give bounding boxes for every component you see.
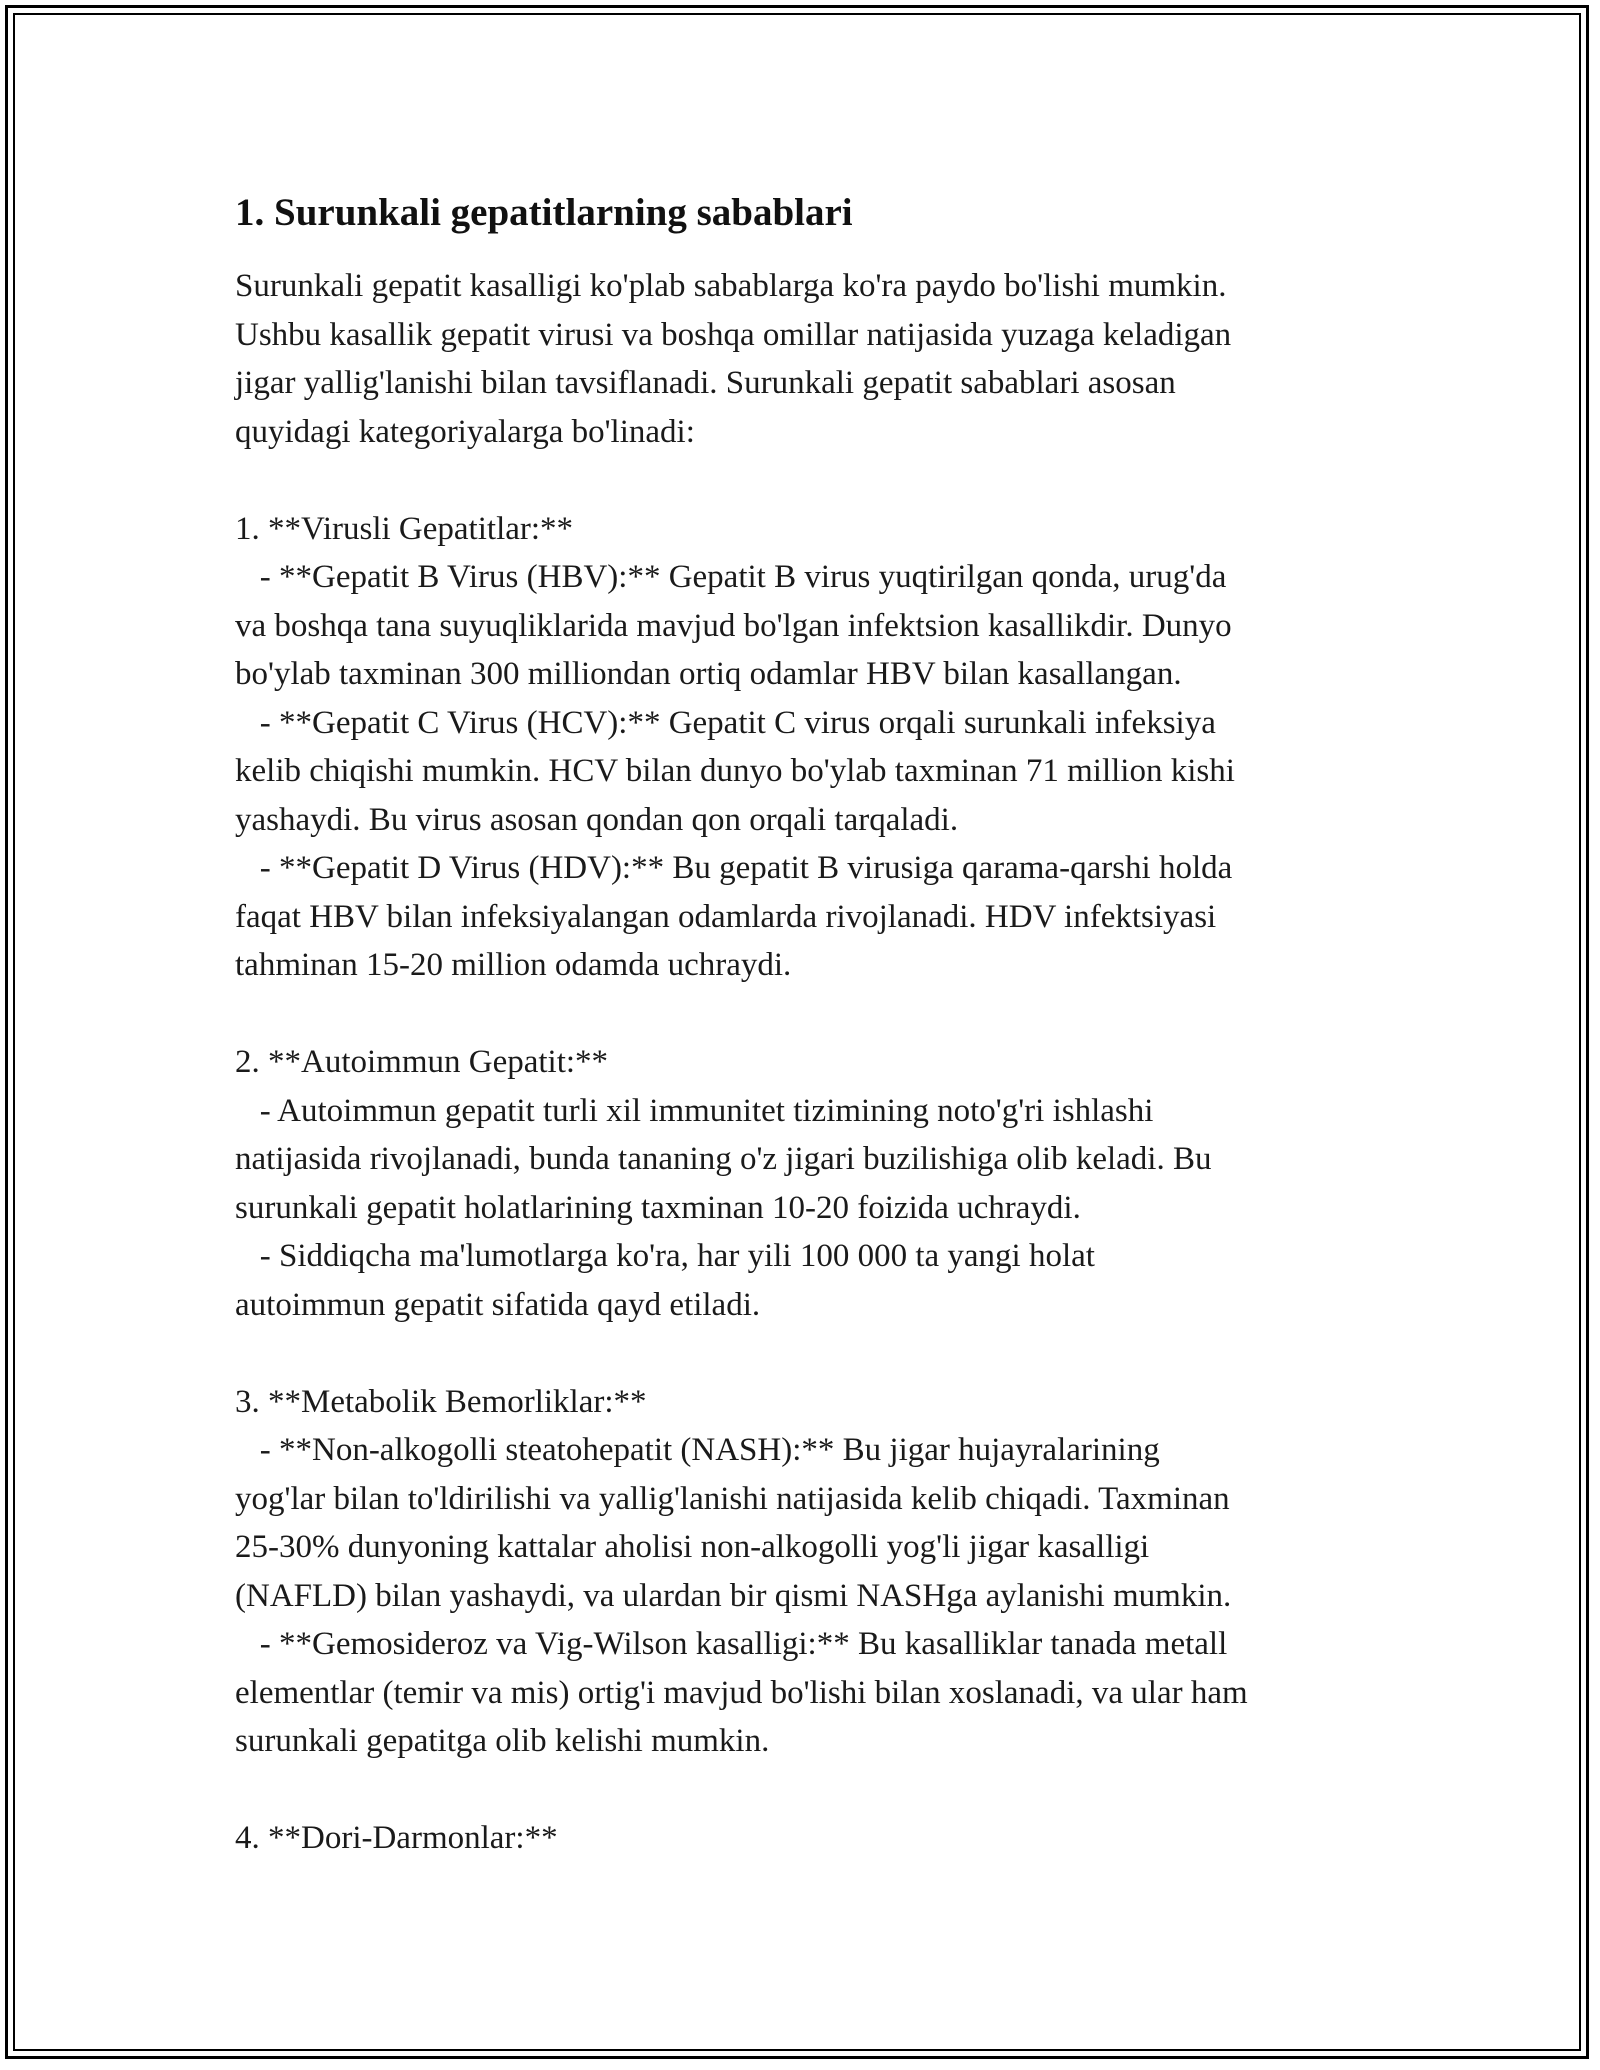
text-line: bo'ylab taxminan 300 milliondan ortiq odamlar HBV bilan kasallangan. [235,656,1182,692]
text-line: Ushbu kasallik gepatit virusi va boshqa omillar natijasida yuzaga keladigan [235,316,1232,353]
text-line: 2. **Autoimmun Gepatit:** [235,1044,609,1080]
text-line: - **Gepatit D Virus (HDV):** Bu gepatit B virusiga qarama-qarshi holda [235,850,1233,886]
text-line: - Autoimmun gepatit turli xil immunitet tizimining noto'g'ri ishlashi [235,1092,1154,1129]
text-line: jigar yallig'lanishi bilan tavsiflanadi. Surunkali gepatit sabablari asosan [235,365,1176,401]
text-line: elementlar (temir va mis) ortig'i mavjud bo'lishi bilan xoslanadi, va ular ham [235,1674,1248,1711]
text-line: kelib chiqishi mumkin. HCV bilan dunyo bo'ylab taxminan 71 million kishi [235,753,1235,789]
text-line: tahminan 15-20 million odamda uchraydi. [235,947,792,983]
text-line: Surunkali gepatit kasalligi ko'plab sabablarga ko'ra paydo bo'lishi mumkin. [235,268,1227,304]
text-line: surunkali gepatit holatlarining taxminan 10-20 foizida uchraydi. [235,1189,1081,1226]
text-line: 3. **Metabolik Bemorliklar:** [235,1383,647,1420]
text-line: natijasida rivojlanadi, bunda tananing o'z jigari buzilishiga olib keladi. Bu [235,1141,1212,1177]
text-line: 25-30% dunyoning kattalar aholisi non-alkogolli yog'li jigar kasalligi [235,1529,1150,1565]
blank-line [235,456,1375,505]
blank-line [235,1329,1375,1378]
text-line: autoimmun gepatit sifatida qayd etiladi. [235,1286,761,1323]
text-line: 4. **Dori-Darmonlar:** [235,1820,558,1856]
paragraph-block [235,262,1375,1863]
text-line: - **Gemosideroz va Vig-Wilson kasalligi:** Bu kasalliklar tanada metall [235,1626,1228,1662]
text-line: faqat HBV bilan infeksiyalangan odamlarda rivojlanadi. HDV infektsiyasi [235,898,1217,935]
text-line: 1. **Virusli Gepatitlar:** [235,510,574,547]
blank-line [235,1766,1375,1815]
text-line: - **Gepatit B Virus (HBV):** Gepatit B virus yuqtirilgan qonda, urug'da [235,559,1227,595]
text-line: (NAFLD) bilan yashaydi, va ulardan bir qismi NASHga aylanishi mumkin. [235,1577,1232,1614]
blank-line [235,990,1375,1039]
text-line: va boshqa tana suyuqliklarida mavjud bo'lgan infektsion kasallikdir. Dunyo [235,607,1232,644]
text-line: yog'lar bilan to'ldirilishi va yallig'lanishi natijasida kelib chiqadi. Taxminan [235,1480,1230,1517]
text-line: surunkali gepatitga olib kelishi mumkin. [235,1723,770,1759]
section-heading: 1. Surunkali gepatitlarning sabablari [235,191,853,234]
text-line: quyidagi kategoriyalarga bo'linadi: [235,413,695,450]
text-line: - **Gepatit C Virus (HCV):** Gepatit C virus orqali surunkali infeksiya [235,704,1216,741]
text-line: - **Non-alkogolli steatohepatit (NASH):** Bu jigar hujayralarining [235,1432,1160,1468]
document-body [235,188,1375,1863]
text-line: - Siddiqcha ma'lumotlarga ko'ra, har yili 100 000 ta yangi holat [235,1238,1095,1274]
text-line: yashaydi. Bu virus asosan qondan qon orqali tarqaladi. [235,801,959,838]
